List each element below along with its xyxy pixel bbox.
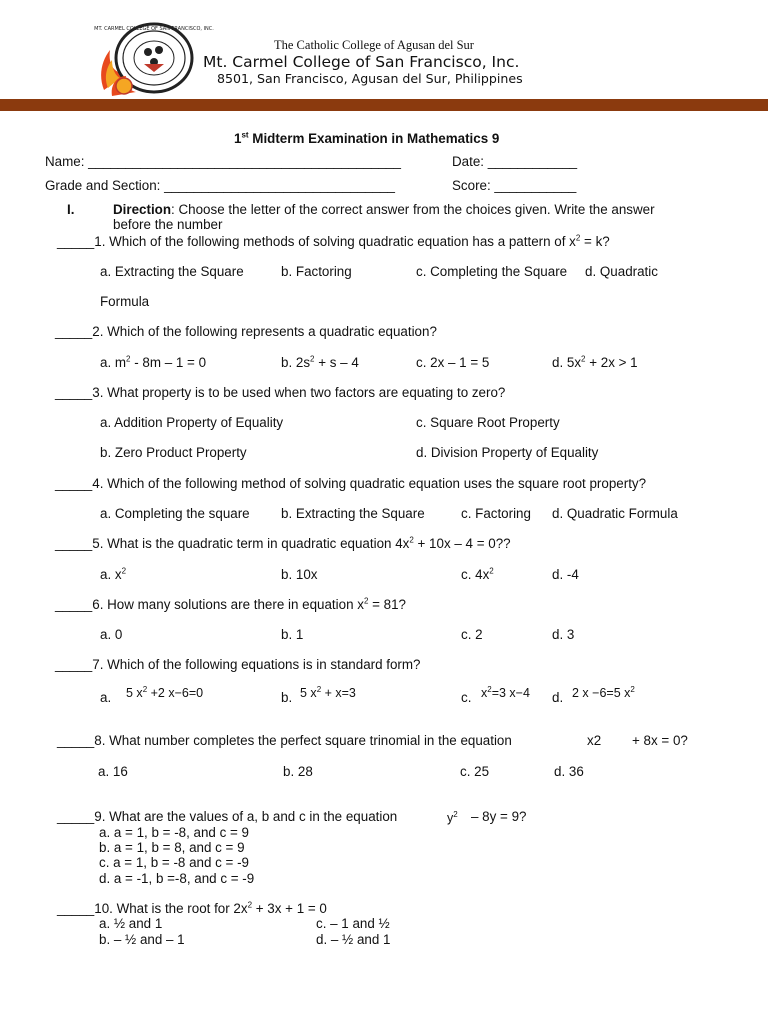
q4-choice-b: b. Extracting the Square [281, 506, 425, 521]
q2-choice-a: a. $m^2 - 8m - 1 = 0$ [100, 354, 207, 370]
q1-choice-b: b. Factoring [281, 264, 352, 279]
exam-title: 1st Midterm Examination in Mathematics 9 [234, 130, 500, 146]
q3-choice-b: b. Zero Product Property [100, 445, 247, 460]
q6-choice-c: c. 2 [461, 627, 483, 642]
seal-text: MT. CARMEL COLLEGE OF SAN FRANCISCO, INC. [94, 26, 214, 32]
q4-choice-a: a. Completing the square [100, 506, 250, 521]
grade-section-field[interactable]: Grade and Section: _______________________________ [45, 178, 395, 193]
q4-choice-d: d. Quadratic Formula [552, 506, 678, 521]
question-10: _____10. What is the root for $2x^2 + 3x + 1 = 0$ [57, 900, 327, 916]
question-5: _____5. What is the quadratic term in quadratic equation $4x^2 + 10x - 4 = 0$?? [55, 535, 511, 551]
q5-choice-d: d. -4 [552, 567, 579, 582]
q3-choice-c: c. Square Root Property [416, 415, 560, 430]
q8-choice-c: c. 25 [460, 764, 490, 779]
q7-choice-a: a. [100, 690, 112, 705]
q8-term-x2: x2 [587, 733, 602, 748]
q9-choice-d: d. a = -1, b =-8, and c = -9 [99, 871, 255, 886]
college-name: Mt. Carmel College of San Francisco, Inc. [203, 53, 520, 71]
q7-choice-c: c. [461, 690, 472, 705]
q10-choice-d: d. – ½ and 1 [316, 932, 391, 947]
q9-choice-b: b. a = 1, b = 8, and c = 9 [99, 840, 245, 855]
q7-equation-b: 5 $x^2 + x=3$ [300, 684, 356, 700]
q9-choice-a: a. a = 1, b = -8, and c = 9 [99, 825, 250, 840]
q1-choice-c: c. Completing the Square [416, 264, 568, 279]
header-divider-bar [0, 99, 768, 111]
question-4: _____4. Which of the following method of solving quadratic equation uses the square root property? [55, 476, 647, 491]
q4-choice-c: c. Factoring [461, 506, 531, 521]
q6-choice-d: d. 3 [552, 627, 575, 642]
q6-choice-a: a. 0 [100, 627, 123, 642]
q1-choice-d-cont: Formula [100, 294, 150, 309]
q8-tail: + 8x = 0? [632, 733, 688, 748]
q1-choice-a: a. Extracting the Square [100, 264, 244, 279]
direction-text: Direction: Choose the letter of the correct answer from the choices given. Write the answer [113, 202, 655, 217]
question-8: _____8. What number completes the perfect square trinomial in the equation [57, 733, 512, 748]
q8-choice-a: a. 16 [98, 764, 128, 779]
question-9: _____9. What are the values of a, b and c in the equation [57, 809, 398, 824]
q2-choice-d: d. $5x^2 + 2x > 1$ [552, 354, 638, 370]
question-3: _____3. What property is to be used when two factors are equating to zero? [55, 385, 506, 400]
q9-term-y2: $y^2$ [447, 809, 458, 825]
direction-text-2: before the number [113, 217, 223, 232]
q8-choice-d: d. 36 [554, 764, 584, 779]
q7-equation-a: 5 $x^2 +2$ x−6=0 [126, 684, 204, 700]
q7-choice-b: b. [281, 690, 293, 705]
question-1: _____1. Which of the following methods of solving quadratic equation has a pattern of $x^2 = k$? [57, 233, 610, 249]
q5-choice-c: c. $4x^2$ [461, 566, 494, 582]
q9-tail: – 8y = 9? [471, 809, 527, 824]
date-field[interactable]: Date: ____________ [452, 154, 578, 169]
q6-choice-b: b. 1 [281, 627, 304, 642]
question-7: _____7. Which of the following equations is in standard form? [55, 657, 421, 672]
college-seal-logo [94, 20, 214, 102]
q2-choice-b: b. $2s^2 + s - 4$ [281, 354, 359, 370]
q7-choice-d: d. [552, 690, 564, 705]
q2-choice-c: c. 2x – 1 = 5 [416, 355, 490, 370]
score-field[interactable]: Score: ___________ [452, 178, 577, 193]
name-field[interactable]: Name: __________________________________________ [45, 154, 401, 169]
q9-choice-c: c. a = 1, b = -8 and c = -9 [99, 855, 249, 870]
q7-equation-c: $x^2=3$ x−4 [481, 684, 530, 700]
q5-choice-b: b. 10x [281, 567, 318, 582]
q7-equation-d: 2 x −6=5 $x^2$ [572, 684, 635, 700]
q10-choice-c: c. – 1 and ½ [316, 916, 390, 931]
q8-choice-b: b. 28 [283, 764, 313, 779]
q10-choice-b: b. – ½ and – 1 [99, 932, 185, 947]
question-2: _____2. Which of the following represents a quadratic equation? [55, 324, 437, 339]
q3-choice-a: a. Addition Property of Equality [100, 415, 284, 430]
question-6: _____6. How many solutions are there in equation $x^2 = 81$? [55, 596, 406, 612]
q1-choice-d: d. Quadratic [585, 264, 658, 279]
q3-choice-d: d. Division Property of Equality [416, 445, 599, 460]
q5-choice-a: a. $x^2$ [100, 566, 127, 582]
q10-choice-a: a. ½ and 1 [99, 916, 163, 931]
section-roman: I. [67, 202, 75, 217]
college-subtitle: The Catholic College of Agusan del Sur [274, 38, 474, 52]
college-address: 8501, San Francisco, Agusan del Sur, Philippines [217, 71, 523, 86]
